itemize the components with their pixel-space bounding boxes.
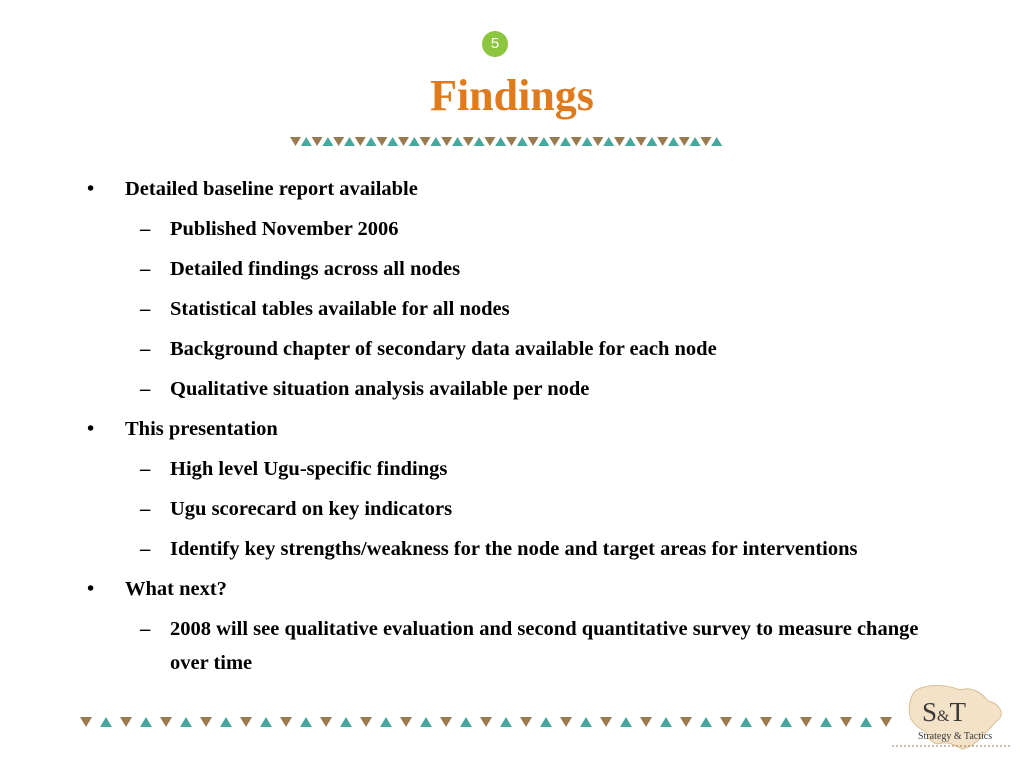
dash-marker: – bbox=[140, 338, 151, 360]
triangle-ornament bbox=[440, 717, 452, 727]
triangle-ornament bbox=[463, 137, 474, 146]
sub-bullet-item bbox=[80, 212, 940, 246]
triangle-ornament bbox=[333, 137, 344, 146]
triangle-ornament bbox=[560, 137, 571, 146]
triangle-ornament bbox=[700, 717, 712, 727]
triangle-ornament bbox=[290, 137, 301, 146]
triangle-ornament bbox=[484, 137, 495, 146]
logo-wordmark: S&T bbox=[922, 697, 966, 727]
triangle-ornament bbox=[800, 717, 812, 727]
triangle-ornament bbox=[400, 717, 412, 727]
triangle-ornament bbox=[301, 137, 312, 146]
triangle-ornament bbox=[409, 137, 420, 146]
triangle-ornament bbox=[657, 137, 668, 146]
triangle-ornament bbox=[780, 717, 792, 727]
sub-bullet-item bbox=[80, 292, 940, 326]
sub-bullet-item bbox=[80, 492, 940, 526]
sub-bullet-text: Ugu scorecard on key indicators bbox=[170, 498, 453, 520]
triangle-ornament bbox=[355, 137, 366, 146]
triangle-ornament bbox=[220, 717, 232, 727]
triangle-ornament bbox=[366, 137, 377, 146]
triangle-ornament bbox=[614, 137, 625, 146]
bullet-list bbox=[80, 166, 940, 680]
bullet-marker: • bbox=[87, 418, 95, 440]
triangle-ornament bbox=[500, 717, 512, 727]
sub-bullet-text: Qualitative situation analysis available per node bbox=[170, 378, 590, 400]
sub-bullet-item bbox=[80, 452, 940, 486]
triangle-ornament bbox=[620, 717, 632, 727]
sub-bullet-text: 2008 will see qualitative evaluation and second quantitative survey to measure change over time bbox=[170, 618, 919, 674]
triangle-ornament bbox=[720, 717, 732, 727]
triangle-ornament bbox=[646, 137, 657, 146]
triangle-ornament bbox=[300, 717, 312, 727]
triangle-ornament bbox=[660, 717, 672, 727]
triangle-ornament bbox=[312, 137, 323, 146]
triangle-ornament bbox=[322, 137, 333, 146]
triangle-ornament bbox=[506, 137, 517, 146]
dash-marker: – bbox=[140, 218, 151, 240]
bullet-text: Detailed baseline report available bbox=[125, 178, 418, 200]
triangle-ornament bbox=[636, 137, 647, 146]
sub-bullet-item bbox=[80, 532, 940, 566]
triangle-ornament bbox=[398, 137, 409, 146]
triangle-ornament bbox=[240, 717, 252, 727]
triangle-ornament bbox=[860, 717, 872, 727]
triangle-ornament bbox=[474, 137, 485, 146]
triangle-ornament bbox=[668, 137, 679, 146]
triangle-ornament bbox=[120, 717, 132, 727]
sub-bullet-item bbox=[80, 612, 940, 680]
triangle-ornament bbox=[441, 137, 452, 146]
bullet-item bbox=[80, 172, 940, 206]
page-number-badge: 5 bbox=[482, 31, 508, 57]
bottom-triangle-divider bbox=[80, 716, 902, 728]
triangle-ornament bbox=[140, 717, 152, 727]
dash-marker: – bbox=[140, 258, 151, 280]
triangle-ornament bbox=[711, 137, 722, 146]
top-triangle-divider bbox=[290, 136, 724, 148]
triangle-ornament bbox=[100, 717, 112, 727]
triangle-ornament bbox=[600, 717, 612, 727]
triangle-ornament bbox=[452, 137, 463, 146]
triangle-ornament bbox=[480, 717, 492, 727]
bullet-marker: • bbox=[87, 578, 95, 600]
triangle-ornament bbox=[549, 137, 560, 146]
triangle-ornament bbox=[740, 717, 752, 727]
bullet-item bbox=[80, 572, 940, 606]
triangle-ornament bbox=[320, 717, 332, 727]
dash-marker: – bbox=[140, 298, 151, 320]
triangle-ornament bbox=[679, 137, 690, 146]
triangle-ornament bbox=[538, 137, 549, 146]
triangle-ornament bbox=[640, 717, 652, 727]
triangle-ornament bbox=[603, 137, 614, 146]
triangle-ornament bbox=[380, 717, 392, 727]
triangle-ornament bbox=[420, 137, 431, 146]
triangle-ornament bbox=[340, 717, 352, 727]
sub-bullet-text: Background chapter of secondary data available for each node bbox=[170, 338, 717, 360]
triangle-ornament bbox=[460, 717, 472, 727]
triangle-ornament bbox=[520, 717, 532, 727]
triangle-ornament bbox=[80, 717, 92, 727]
triangle-ornament bbox=[582, 137, 593, 146]
logo-tagline: Strategy & Tactics bbox=[918, 731, 993, 742]
dash-marker: – bbox=[140, 538, 151, 560]
bullet-text: This presentation bbox=[125, 418, 278, 440]
triangle-ornament bbox=[700, 137, 711, 146]
triangle-ornament bbox=[540, 717, 552, 727]
dash-marker: – bbox=[140, 458, 151, 480]
triangle-ornament bbox=[560, 717, 572, 727]
triangle-ornament bbox=[160, 717, 172, 727]
triangle-ornament bbox=[344, 137, 355, 146]
triangle-ornament bbox=[517, 137, 528, 146]
triangle-ornament bbox=[260, 717, 272, 727]
sub-bullet-text: Detailed findings across all nodes bbox=[170, 258, 461, 280]
triangle-ornament bbox=[580, 717, 592, 727]
dash-marker: – bbox=[140, 618, 151, 640]
triangle-ornament bbox=[420, 717, 432, 727]
dash-marker: – bbox=[140, 498, 151, 520]
triangle-ornament bbox=[690, 137, 701, 146]
sub-bullet-item bbox=[80, 252, 940, 286]
sub-bullet-text: High level Ugu-specific findings bbox=[170, 458, 448, 480]
triangle-ornament bbox=[571, 137, 582, 146]
triangle-ornament bbox=[360, 717, 372, 727]
triangle-ornament bbox=[680, 717, 692, 727]
sub-bullet-item bbox=[80, 332, 940, 366]
triangle-ornament bbox=[376, 137, 387, 146]
triangle-ornament bbox=[760, 717, 772, 727]
dash-marker: – bbox=[140, 378, 151, 400]
bullet-marker: • bbox=[87, 178, 95, 200]
triangle-ornament bbox=[430, 137, 441, 146]
triangle-ornament bbox=[592, 137, 603, 146]
triangle-ornament bbox=[387, 137, 398, 146]
sub-bullet-text: Statistical tables available for all nodes bbox=[170, 298, 510, 320]
bullet-item bbox=[80, 412, 940, 446]
sub-bullet-text: Identify key strengths/weakness for the node and target areas for interventions bbox=[170, 538, 858, 560]
sub-bullet-text: Published November 2006 bbox=[170, 218, 399, 240]
triangle-ornament bbox=[528, 137, 539, 146]
triangle-ornament bbox=[200, 717, 212, 727]
triangle-ornament bbox=[180, 717, 192, 727]
triangle-ornament bbox=[280, 717, 292, 727]
slide-title: Findings bbox=[430, 71, 594, 120]
triangle-ornament bbox=[820, 717, 832, 727]
triangle-ornament bbox=[495, 137, 506, 146]
triangle-ornament bbox=[840, 717, 852, 727]
sub-bullet-item bbox=[80, 372, 940, 406]
bullet-text: What next? bbox=[125, 578, 227, 600]
triangle-ornament bbox=[625, 137, 636, 146]
